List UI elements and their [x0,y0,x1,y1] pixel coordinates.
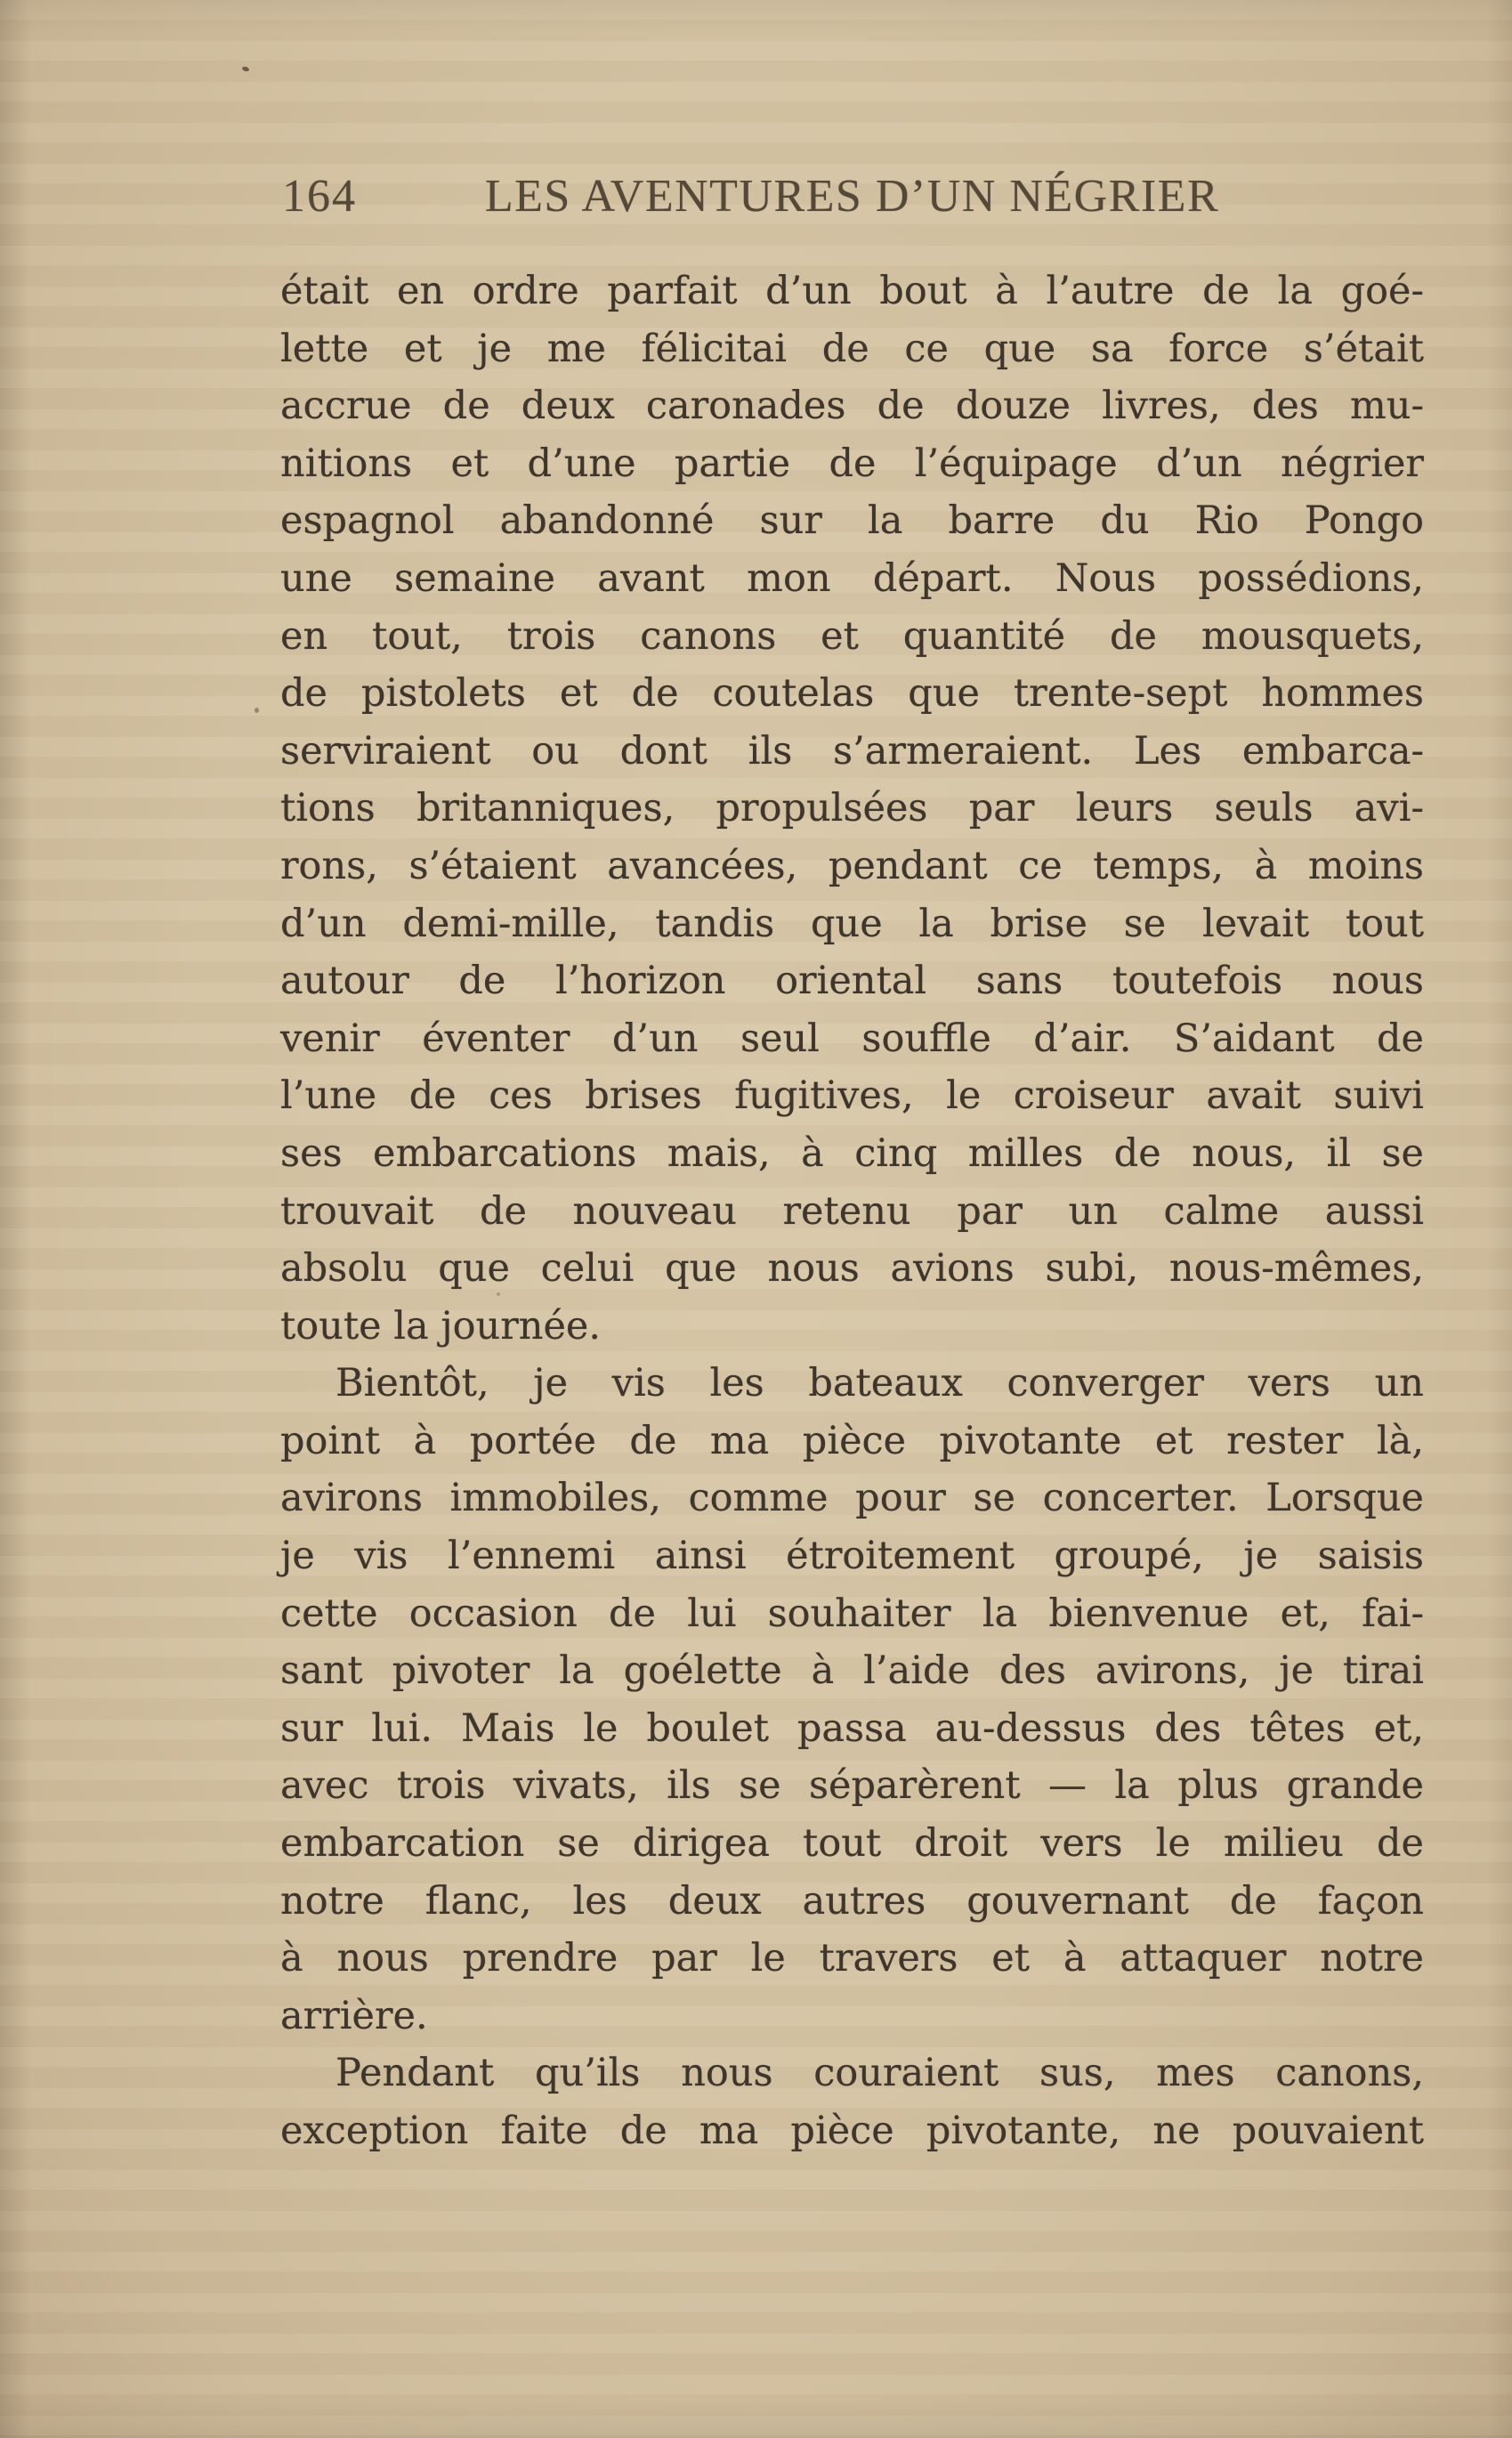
paper-speck [255,708,259,713]
text-line: en tout, trois canons et quantité de mousquets, [280,613,1424,659]
text-line: absolu que celui que nous avions subi, nous-mêmes, [280,1246,1424,1292]
text-line: l’une de ces brises fugitives, le croiseur avait suivi [280,1073,1424,1119]
text-line: était en ordre parfait d’un bout à l’autre de la goé- [280,269,1424,313]
text-line: trouvait de nouveau retenu par un calme aussi [280,1188,1424,1234]
text-line: nitions et d’une partie de l’équipage d’un négrier [280,441,1424,486]
page-text [280,263,1424,2160]
running-title: LES AVENTURES D’UN NÉGRIER [484,171,1220,222]
text-line: espagnol abandonné sur la barre du Rio Pongo [280,498,1424,544]
text-line: arrière. [280,1993,428,2038]
text-lines [280,263,1424,2160]
text-line: une semaine avant mon départ. Nous possédions, [280,555,1424,601]
text-line: Pendant qu’ils nous couraient sus, mes canons, [336,2051,1424,2096]
text-line: avirons immobiles, comme pour se concerter. Lorsque [280,1476,1424,1521]
text-line: avec trois vivats, ils se séparèrent — la plus grande [280,1763,1424,1809]
page-number: 164 [282,171,357,222]
text-line: notre flanc, les deux autres gouvernant de façon [280,1878,1424,1924]
paper-speck [241,66,249,72]
text-line: venir éventer d’un seul souffle d’air. S’aidant de [280,1016,1424,1061]
text-line: point à portée de ma pièce pivotante et rester là, [280,1418,1424,1463]
text-line: sur lui. Mais le boulet passa au-dessus des têtes et, [280,1705,1424,1751]
text-line: rons, s’étaient avancées, pendant ce temps, à moins [280,843,1424,888]
text-line: tions britanniques, propulsées par leurs seuls avi- [280,786,1424,831]
text-line: à nous prendre par le travers et à attaquer notre [280,1936,1424,1981]
text-line: lette et je me félicitai de ce que sa force s’était [280,326,1424,371]
text-line: serviraient ou dont ils s’armeraient. Les embarca- [280,728,1424,774]
page-header [280,171,1424,225]
text-line: cette occasion de lui souhaiter la bienvenue et, fai- [280,1591,1424,1636]
text-line: d’un demi-mille, tandis que la brise se levait tout [280,901,1424,946]
text-line: exception faite de ma pièce pivotante, ne pouvaient [280,2109,1424,2153]
text-line: embarcation se dirigea tout droit vers le milieu de [280,1821,1424,1867]
text-line: accrue de deux caronades de douze livres, des mu- [280,384,1424,429]
text-line: ses embarcations mais, à cinq milles de nous, il se [280,1130,1424,1176]
text-line: je vis l’ennemi ainsi étroitement groupé, je saisis [280,1534,1424,1579]
text-line: toute la journée. [280,1303,602,1349]
text-line: sant pivoter la goélette à l’aide des avirons, je tirai [280,1648,1424,1694]
text-line: Bientôt, je vis les bateaux converger vers un [336,1361,1424,1406]
text-line: autour de l’horizon oriental sans toutefois nous [280,959,1424,1004]
text-line: de pistolets et de coutelas que trente-sept hommes [280,671,1424,717]
paper-speck [497,1292,500,1296]
